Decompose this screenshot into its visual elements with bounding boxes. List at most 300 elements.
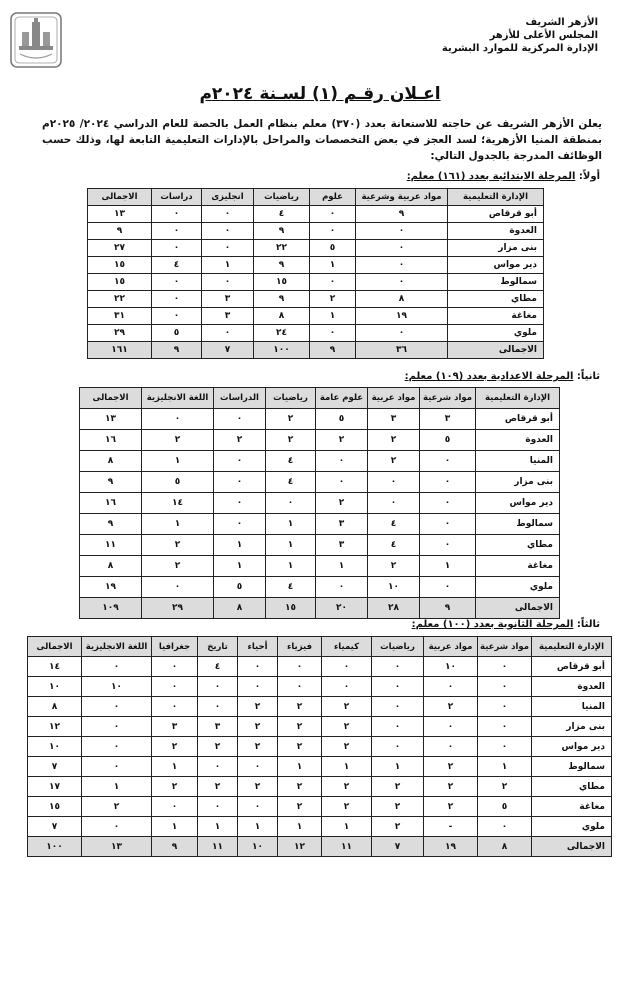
- table-row: [80, 451, 560, 472]
- table-row: [80, 535, 560, 556]
- count-cell: ٢: [82, 797, 152, 817]
- count-cell: ٩: [88, 223, 152, 240]
- count-cell: ٣: [198, 717, 238, 737]
- table-row: [80, 577, 560, 598]
- count-cell: ٠: [478, 717, 532, 737]
- count-cell: ٠: [278, 677, 322, 697]
- count-cell: ٥: [478, 797, 532, 817]
- count-cell: ٠: [356, 325, 448, 342]
- count-cell: ٢: [368, 430, 420, 451]
- table-row: [88, 257, 544, 274]
- table-row: [80, 556, 560, 577]
- total-cell: ١٠: [238, 837, 278, 857]
- count-cell: ٤: [152, 257, 202, 274]
- announcement-title: اعـلان رقـم (١) لسـنة ٢٠٢٤م: [199, 84, 441, 104]
- count-cell: ٠: [372, 657, 424, 677]
- count-cell: ١٣: [88, 206, 152, 223]
- count-cell: ٠: [316, 577, 368, 598]
- column-header: رياضيات: [266, 388, 316, 409]
- count-cell: ٤: [266, 472, 316, 493]
- count-cell: ٠: [202, 206, 254, 223]
- admin-name-cell: سمالوط: [476, 514, 560, 535]
- count-cell: ٥: [420, 430, 476, 451]
- count-cell: ١٠: [368, 577, 420, 598]
- count-cell: ٢: [372, 817, 424, 837]
- count-cell: ٥: [142, 472, 214, 493]
- total-cell: ١١: [198, 837, 238, 857]
- count-cell: ٠: [310, 325, 356, 342]
- count-cell: ١٥: [88, 257, 152, 274]
- count-cell: ٢: [238, 697, 278, 717]
- count-cell: ٠: [420, 577, 476, 598]
- count-cell: ٠: [424, 737, 478, 757]
- column-header: مواد شرعية: [420, 388, 476, 409]
- column-header: الاجمالى: [80, 388, 142, 409]
- table-row: [80, 493, 560, 514]
- column-header: مواد عربية: [368, 388, 420, 409]
- count-cell: ٠: [202, 223, 254, 240]
- table-row: [28, 657, 612, 677]
- count-cell: ٠: [152, 291, 202, 308]
- count-cell: ٨: [28, 697, 82, 717]
- count-cell: ٢: [372, 797, 424, 817]
- table-row: [88, 206, 544, 223]
- total-cell: ١١: [322, 837, 372, 857]
- count-cell: ٠: [478, 657, 532, 677]
- table-row: [88, 291, 544, 308]
- count-cell: ٥: [214, 577, 266, 598]
- count-cell: ٠: [368, 493, 420, 514]
- total-cell: ٨: [214, 598, 266, 619]
- total-cell: ٩: [310, 342, 356, 359]
- table-row: [80, 514, 560, 535]
- secondary-label-text: المرحلة الثانوية بعدد (١٠٠) معلم:: [411, 619, 574, 630]
- count-cell: ٠: [152, 797, 198, 817]
- count-cell: ٠: [152, 223, 202, 240]
- admin-name-cell: سمالوط: [532, 757, 612, 777]
- count-cell: ٩: [80, 514, 142, 535]
- count-cell: ٠: [356, 274, 448, 291]
- column-header: رياضيات: [254, 189, 310, 206]
- count-cell: ١٠: [28, 737, 82, 757]
- column-header: مواد عربية: [424, 637, 478, 657]
- count-cell: ١: [266, 556, 316, 577]
- org-line: المجلس الأعلى للأزهر: [489, 30, 598, 41]
- column-header: جغرافيا: [152, 637, 198, 657]
- count-cell: ٤: [266, 577, 316, 598]
- total-cell: ٢٨: [368, 598, 420, 619]
- column-header: دراسات: [152, 189, 202, 206]
- count-cell: ٠: [214, 472, 266, 493]
- table-row: [28, 697, 612, 717]
- admin-name-cell: المنيا: [476, 451, 560, 472]
- count-cell: ١٦: [80, 430, 142, 451]
- total-cell: ٣٦: [356, 342, 448, 359]
- count-cell: ٠: [368, 472, 420, 493]
- column-header: الاجمالى: [28, 637, 82, 657]
- count-cell: ١: [214, 535, 266, 556]
- count-cell: ٠: [420, 493, 476, 514]
- count-cell: ٢: [266, 430, 316, 451]
- secondary-label-prefix: ثالثاً:: [576, 619, 600, 630]
- count-cell: ٢: [322, 777, 372, 797]
- admin-name-cell: بنى مزار: [476, 472, 560, 493]
- count-cell: ٢: [152, 777, 198, 797]
- admin-name-cell: العدوة: [476, 430, 560, 451]
- column-header: الدراسات: [214, 388, 266, 409]
- count-cell: ٠: [310, 274, 356, 291]
- admin-name-cell: أبو قرقاص: [532, 657, 612, 677]
- count-cell: ٧: [28, 817, 82, 837]
- total-cell: ١٠٩: [80, 598, 142, 619]
- count-cell: ٢: [316, 493, 368, 514]
- table-row: [88, 274, 544, 291]
- admin-name-cell: مطاي: [476, 535, 560, 556]
- count-cell: ٢: [142, 535, 214, 556]
- count-cell: ٠: [202, 274, 254, 291]
- count-cell: ٠: [478, 697, 532, 717]
- count-cell: ٩: [80, 472, 142, 493]
- count-cell: ٢٤: [254, 325, 310, 342]
- count-cell: ٠: [152, 206, 202, 223]
- count-cell: ١٧: [28, 777, 82, 797]
- admin-name-cell: العدوة: [532, 677, 612, 697]
- count-cell: ٣: [202, 291, 254, 308]
- secondary-stage-table: [27, 636, 612, 857]
- count-cell: ٢٧: [88, 240, 152, 257]
- count-cell: ٢: [424, 797, 478, 817]
- count-cell: ٠: [82, 737, 152, 757]
- count-cell: ٠: [198, 677, 238, 697]
- count-cell: ٠: [356, 257, 448, 274]
- count-cell: ٢: [142, 556, 214, 577]
- secondary-section-label: [412, 619, 600, 630]
- count-cell: ١٥: [28, 797, 82, 817]
- column-header: فيزياء: [278, 637, 322, 657]
- count-cell: ٤: [368, 514, 420, 535]
- count-cell: ١: [152, 757, 198, 777]
- count-cell: ٢: [278, 717, 322, 737]
- total-cell: ٩: [420, 598, 476, 619]
- count-cell: ٢: [368, 556, 420, 577]
- count-cell: ٢: [278, 737, 322, 757]
- count-cell: ٠: [214, 493, 266, 514]
- admin-name-cell: ملوي: [448, 325, 544, 342]
- preparatory-label-prefix: ثانياً:: [576, 371, 600, 382]
- count-cell: ١: [322, 757, 372, 777]
- primary-label-text: المرحلة الابتدائية بعدد (١٦١) معلم:: [406, 171, 576, 182]
- count-cell: ٣: [368, 409, 420, 430]
- table-row: [28, 817, 612, 837]
- count-cell: ٩: [356, 206, 448, 223]
- count-cell: ٢٢: [254, 240, 310, 257]
- table-row: [28, 677, 612, 697]
- admin-name-cell: أبو قرقاص: [476, 409, 560, 430]
- intro-paragraph: يعلن الأزهر الشريف عن حاجته للاستعانة بعدد (٣٧٠) معلم بنظام العمل بالحصة للعام الدراسي ٢٠٢٤/ ٢٠٢٥م بمنطقة المنيا الأزهرية؛ لسد العجز في بعض التخصصات والمراحل بالإدارات التعليمية التابعة لها، وذلك حسب الوظائف المدرجة بالجدول التالي:: [42, 118, 602, 162]
- count-cell: ٠: [316, 451, 368, 472]
- count-cell: ١: [372, 757, 424, 777]
- column-header: الإدارة التعليمية: [532, 637, 612, 657]
- count-cell: ٣: [316, 514, 368, 535]
- count-cell: ٢: [368, 451, 420, 472]
- count-cell: ٥: [152, 325, 202, 342]
- count-cell: ٢: [424, 777, 478, 797]
- admin-name-cell: مطاي: [532, 777, 612, 797]
- count-cell: ٢: [316, 430, 368, 451]
- count-cell: ٤: [368, 535, 420, 556]
- count-cell: ٠: [152, 308, 202, 325]
- count-cell: ٠: [310, 223, 356, 240]
- admin-name-cell: مغاغة: [532, 797, 612, 817]
- org-line: الأزهر الشريف: [525, 17, 598, 28]
- count-cell: ١: [278, 757, 322, 777]
- organization-block: [442, 16, 598, 55]
- admin-name-cell: مغاغة: [476, 556, 560, 577]
- admin-name-cell: ملوي: [476, 577, 560, 598]
- total-row: [80, 598, 560, 619]
- count-cell: ١٩: [80, 577, 142, 598]
- count-cell: ١١: [80, 535, 142, 556]
- admin-name-cell: مغاغة: [448, 308, 544, 325]
- primary-stage-table: [87, 188, 544, 359]
- count-cell: ٠: [372, 717, 424, 737]
- count-cell: ١: [152, 817, 198, 837]
- count-cell: ١: [278, 817, 322, 837]
- count-cell: ٠: [152, 657, 198, 677]
- count-cell: ٠: [214, 451, 266, 472]
- admin-name-cell: دير مواس: [476, 493, 560, 514]
- count-cell: ٢: [238, 737, 278, 757]
- total-cell: ٩: [152, 342, 202, 359]
- count-cell: ١: [266, 535, 316, 556]
- count-cell: ٢: [198, 737, 238, 757]
- total-cell: ١٢: [278, 837, 322, 857]
- count-cell: ٢: [310, 291, 356, 308]
- column-header: علوم عامة: [316, 388, 368, 409]
- count-cell: ٠: [214, 409, 266, 430]
- count-cell: ٠: [316, 472, 368, 493]
- count-cell: ٥: [310, 240, 356, 257]
- table-row: [88, 223, 544, 240]
- count-cell: ٢: [238, 717, 278, 737]
- count-cell: ٠: [198, 757, 238, 777]
- primary-section-label: [407, 171, 600, 182]
- count-cell: ٣: [202, 308, 254, 325]
- count-cell: ٠: [420, 451, 476, 472]
- count-cell: ٢: [198, 777, 238, 797]
- count-cell: ٠: [152, 274, 202, 291]
- count-cell: ١: [316, 556, 368, 577]
- total-cell: ١٥: [266, 598, 316, 619]
- table-header-row: [80, 388, 560, 409]
- count-cell: ٢: [424, 757, 478, 777]
- count-cell: ١٠: [424, 657, 478, 677]
- total-cell: ١٦١: [88, 342, 152, 359]
- count-cell: ٠: [322, 657, 372, 677]
- count-cell: ٠: [198, 797, 238, 817]
- total-cell: ٢٩: [142, 598, 214, 619]
- count-cell: ١: [214, 556, 266, 577]
- admin-name-cell: بنى مزار: [532, 717, 612, 737]
- admin-name-cell: المنيا: [532, 697, 612, 717]
- count-cell: ٠: [478, 677, 532, 697]
- count-cell: ٠: [152, 697, 198, 717]
- preparatory-label-text: المرحلة الاعدادية بعدد (١٠٩) معلم:: [404, 371, 574, 382]
- admin-name-cell: دير مواس: [532, 737, 612, 757]
- column-header: مواد عربية وشرعية: [356, 189, 448, 206]
- count-cell: ٨: [254, 308, 310, 325]
- preparatory-section-label: [405, 371, 600, 382]
- total-cell: ١٩: [424, 837, 478, 857]
- count-cell: ٠: [202, 240, 254, 257]
- column-header: علوم: [310, 189, 356, 206]
- count-cell: ٠: [142, 577, 214, 598]
- admin-name-cell: ملوي: [532, 817, 612, 837]
- total-label-cell: الاجمالى: [532, 837, 612, 857]
- table-row: [88, 325, 544, 342]
- count-cell: ٢: [424, 697, 478, 717]
- count-cell: ١٢: [28, 717, 82, 737]
- count-cell: ٠: [238, 797, 278, 817]
- count-cell: ٥: [316, 409, 368, 430]
- total-row: [88, 342, 544, 359]
- count-cell: ١: [478, 757, 532, 777]
- count-cell: ٠: [372, 697, 424, 717]
- count-cell: ٢: [278, 797, 322, 817]
- count-cell: ٠: [82, 717, 152, 737]
- count-cell: ٠: [202, 325, 254, 342]
- count-cell: ٠: [478, 817, 532, 837]
- count-cell: ١٥: [254, 274, 310, 291]
- count-cell: ٢: [142, 430, 214, 451]
- count-cell: ١٤: [28, 657, 82, 677]
- count-cell: ٠: [82, 697, 152, 717]
- table-row: [88, 240, 544, 257]
- total-row: [28, 837, 612, 857]
- count-cell: ٧: [28, 757, 82, 777]
- admin-name-cell: العدوة: [448, 223, 544, 240]
- count-cell: ٤: [254, 206, 310, 223]
- count-cell: ١: [82, 777, 152, 797]
- count-cell: ٢٢: [88, 291, 152, 308]
- count-cell: ٠: [424, 717, 478, 737]
- count-cell: ١: [310, 257, 356, 274]
- count-cell: ٤: [266, 451, 316, 472]
- count-cell: ١: [142, 514, 214, 535]
- count-cell: ٠: [420, 472, 476, 493]
- count-cell: ١: [198, 817, 238, 837]
- count-cell: ٠: [238, 657, 278, 677]
- total-cell: ٧: [372, 837, 424, 857]
- column-header: كيمياء: [322, 637, 372, 657]
- total-label-cell: الاجمالى: [476, 598, 560, 619]
- total-cell: ٨: [478, 837, 532, 857]
- count-cell: ٤: [198, 657, 238, 677]
- table-row: [28, 737, 612, 757]
- total-cell: ١٣: [82, 837, 152, 857]
- count-cell: ١٤: [142, 493, 214, 514]
- count-cell: ٠: [82, 657, 152, 677]
- count-cell: ٢: [214, 430, 266, 451]
- count-cell: ٠: [356, 223, 448, 240]
- column-header: تاريخ: [198, 637, 238, 657]
- total-cell: ١٠٠: [254, 342, 310, 359]
- table-row: [80, 409, 560, 430]
- table-header-row: [88, 189, 544, 206]
- count-cell: ٠: [152, 677, 198, 697]
- column-header: اللغة الانجليزية: [82, 637, 152, 657]
- count-cell: ٠: [372, 677, 424, 697]
- count-cell: ١: [266, 514, 316, 535]
- count-cell: ٠: [372, 737, 424, 757]
- table-row: [28, 757, 612, 777]
- count-cell: ٠: [198, 697, 238, 717]
- count-cell: ٣: [420, 409, 476, 430]
- count-cell: ٠: [278, 657, 322, 677]
- column-header: الإدارة التعليمية: [448, 189, 544, 206]
- count-cell: ٣: [316, 535, 368, 556]
- table-row: [88, 308, 544, 325]
- count-cell: ١٦: [80, 493, 142, 514]
- count-cell: ١٥: [88, 274, 152, 291]
- count-cell: ٠: [424, 677, 478, 697]
- table-row: [28, 797, 612, 817]
- count-cell: ٠: [310, 206, 356, 223]
- count-cell: ٠: [420, 535, 476, 556]
- count-cell: ٢: [478, 777, 532, 797]
- count-cell: ٠: [478, 737, 532, 757]
- count-cell: ٢: [238, 777, 278, 797]
- count-cell: ٣: [152, 717, 198, 737]
- count-cell: ٢: [322, 737, 372, 757]
- total-cell: ٩: [152, 837, 198, 857]
- count-cell: ٩: [254, 257, 310, 274]
- table-row: [28, 717, 612, 737]
- count-cell: ٢: [372, 777, 424, 797]
- total-label-cell: الاجمالى: [448, 342, 544, 359]
- count-cell: ١: [142, 451, 214, 472]
- column-header: مواد شرعية: [478, 637, 532, 657]
- count-cell: ٩: [254, 223, 310, 240]
- count-cell: ١٩: [356, 308, 448, 325]
- column-header: انجليزى: [202, 189, 254, 206]
- count-cell: ١٠: [28, 677, 82, 697]
- table-row: [28, 777, 612, 797]
- count-cell: ٢: [322, 717, 372, 737]
- admin-name-cell: مطاي: [448, 291, 544, 308]
- org-line: الإدارة المركزية للموارد البشرية: [441, 43, 598, 54]
- total-cell: ٧: [202, 342, 254, 359]
- total-cell: ٢٠: [316, 598, 368, 619]
- count-cell: ١: [202, 257, 254, 274]
- count-cell: ١: [322, 817, 372, 837]
- table-row: [80, 472, 560, 493]
- count-cell: ٠: [214, 514, 266, 535]
- count-cell: ١: [420, 556, 476, 577]
- count-cell: ٢: [322, 697, 372, 717]
- admin-name-cell: بنى مزار: [448, 240, 544, 257]
- column-header: الإدارة التعليمية: [476, 388, 560, 409]
- preparatory-stage-table: [79, 387, 560, 619]
- count-cell: ٨: [80, 451, 142, 472]
- count-cell: ٠: [266, 493, 316, 514]
- count-cell: ٢: [152, 737, 198, 757]
- admin-name-cell: أبو قرقاص: [448, 206, 544, 223]
- count-cell: ٠: [238, 757, 278, 777]
- count-cell: ٢: [322, 797, 372, 817]
- admin-name-cell: سمالوط: [448, 274, 544, 291]
- count-cell: ١٠: [82, 677, 152, 697]
